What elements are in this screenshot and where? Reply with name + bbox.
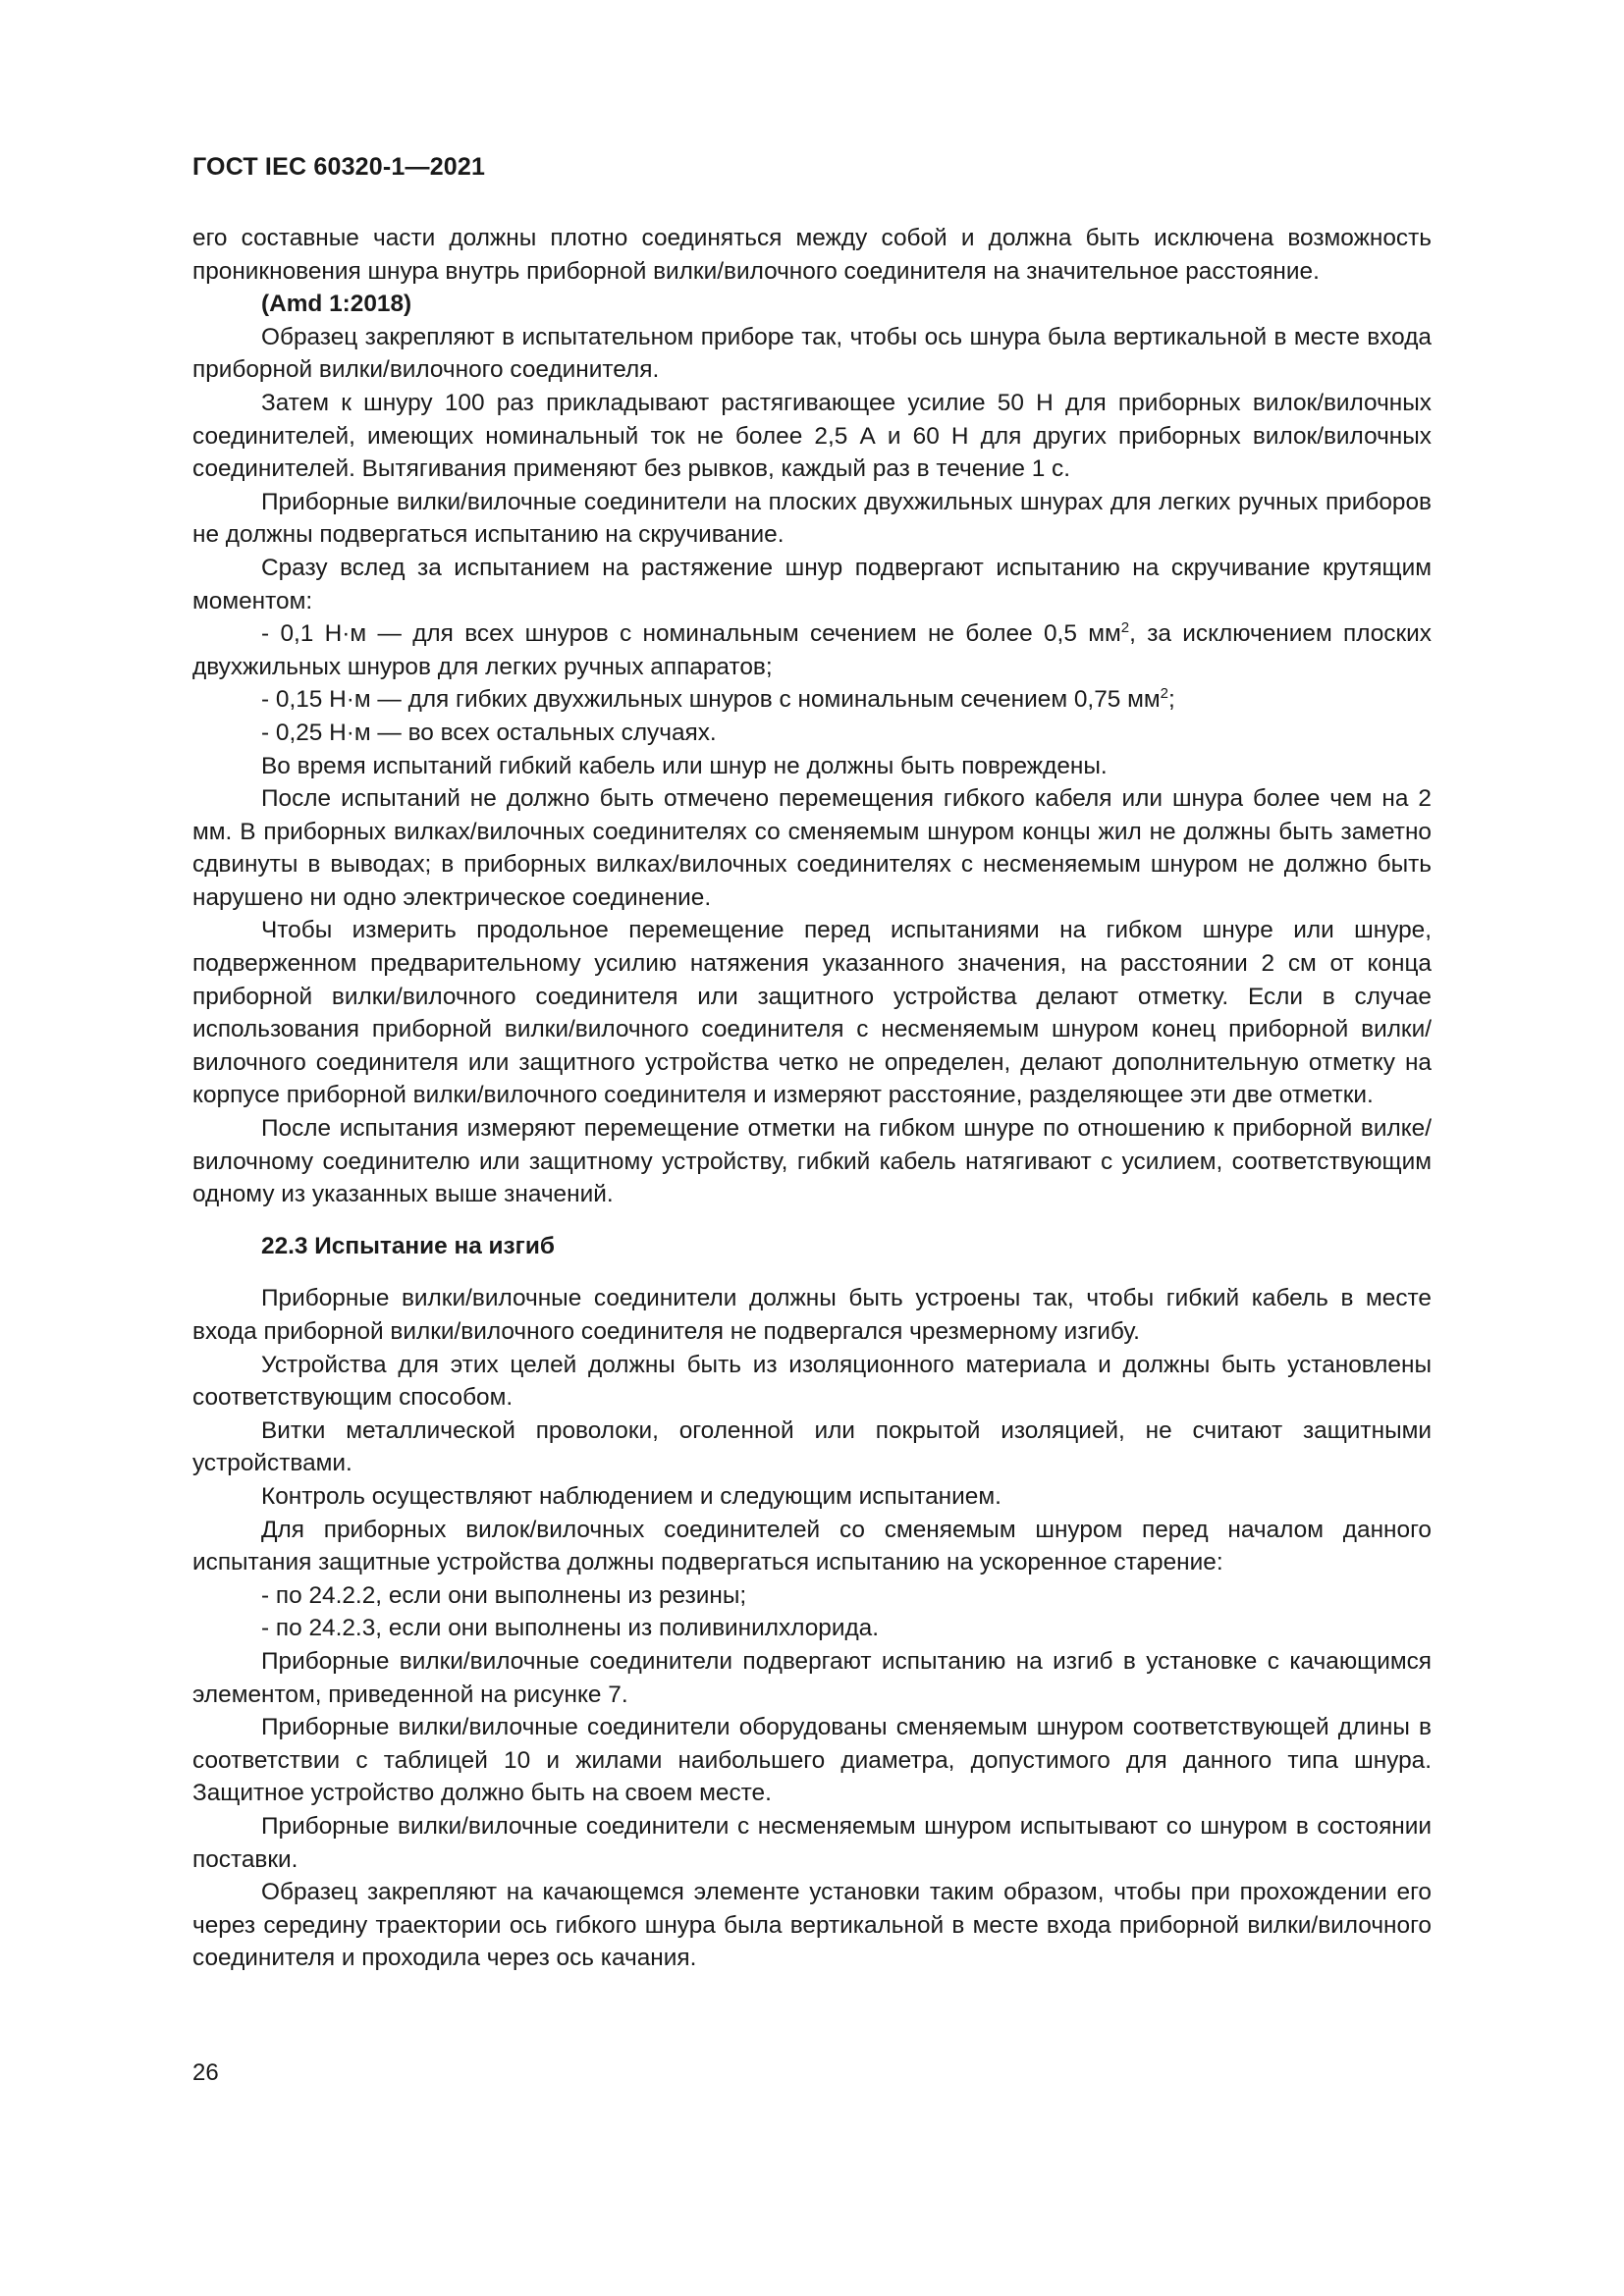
page-number: 26 — [192, 2059, 219, 2086]
paragraph: Приборные вилки/вилочные соединители на плоских двухжильных шнурах для легких ручных приборов не должны подвергаться испытанию на скручивание. — [192, 488, 1432, 549]
amendment-note: (Amd 1:2018) — [261, 291, 412, 318]
paragraph: Чтобы измерить продольное перемещение перед испытаниями на гибком шнуре или шнуре, подверженном предварительному усилию натяжения указанного значения, на расстоянии 2 см от конца приборной вилки/вилочного соединителя или защитного устройства делают отметку. Если в случае использования приборной вилки/вилочного соединителя с несменяемым шнуром конец приборной вилки/вилочного соединителя или защитного устройства четко не определен, делают дополнительную отметку на корпусе приборной вилки/вилочного соединителя и измеряют расстояние, разделяющее эти две отметки. — [192, 917, 1432, 1109]
paragraph: После испытаний не должно быть отмечено перемещения гибкого кабеля или шнура более чем на 2 мм. В приборных вилках/вилочных соединителях со сменяемым шнуром концы жил не должны быть заметно сдвинуты в выводах; в приборных вилках/вилочных соединителях с несменяемым шнуром не должно быть нарушено ни одно электрическое соединение. — [192, 785, 1432, 911]
paragraph: Сразу вслед за испытанием на растяжение шнур подвергают испытанию на скручивание крутящим моментом: — [192, 554, 1432, 614]
paragraph: После испытания измеряют перемещение отметки на гибком шнуре по отношению к приборной вилке/вилочному соединителю или защитному устройству, гибкий кабель натягивают с усилием, соответствующим одному из указанных выше значений. — [192, 1115, 1432, 1208]
list-item-text: ; — [1168, 686, 1175, 714]
paragraph: Образец закрепляют на качающемся элементе установки таким образом, чтобы при прохождении его через середину траектории ось гибкого шнура была вертикальной в месте входа приборной вилки/вилочного соединителя и проходила через ось качания. — [192, 1879, 1432, 1972]
list-item: - по 24.2.2, если они выполнены из резины; — [261, 1581, 747, 1609]
paragraph: Приборные вилки/вилочные соединители должны быть устроены так, чтобы гибкий кабель в месте входа приборной вилки/вилочного соединителя не подвергался чрезмерному изгибу. — [192, 1285, 1432, 1345]
document-body — [192, 222, 1432, 1975]
section-heading: 22.3 Испытание на изгиб — [261, 1232, 555, 1259]
document-header: ГОСТ IEC 60320-1—2021 — [192, 153, 486, 181]
paragraph: Образец закрепляют в испытательном приборе так, чтобы ось шнура была вертикальной в месте входа приборной вилки/вилочного соединителя. — [192, 323, 1432, 384]
paragraph-continuation: его составные части должны плотно соединяться между собой и должна быть исключена возможность проникновения шнура внутрь приборной вилки/вилочного соединителя на значительное расстояние. — [192, 225, 1432, 285]
paragraph: Приборные вилки/вилочные соединители оборудованы сменяемым шнуром соответствующей длины в соответствии с таблицей 10 и жилами наибольшего диаметра, допустимого для данного типа шнура. Защитное устройство должно быть на своем месте. — [192, 1714, 1432, 1807]
paragraph: Приборные вилки/вилочные соединители с несменяемым шнуром испытывают со шнуром в состоянии поставки. — [192, 1812, 1432, 1873]
paragraph: Витки металлической проволоки, оголенной или покрытой изоляцией, не считают защитными устройствами. — [192, 1416, 1432, 1477]
superscript: 2 — [1120, 619, 1130, 637]
paragraph: Приборные вилки/вилочные соединители подвергают испытанию на изгиб в установке с качающимся элементом, приведенной на рисунке 7. — [192, 1647, 1432, 1708]
list-item-text: - 0,15 Н·м — для гибких двухжильных шнуров с номинальным сечением 0,75 мм — [261, 686, 1161, 714]
list-item: - по 24.2.3, если они выполнены из поливинилхлорида. — [261, 1615, 880, 1642]
list-item — [192, 617, 1432, 683]
paragraph: Затем к шнуру 100 раз прикладывают растягивающее усилие 50 Н для приборных вилок/вилочных соединителей, имеющих номинальный ток не более 2,5 А и 60 Н для других приборных вилок/вилочных соединителей. Вытягивания применяют без рывков, каждый раз в течение 1 с. — [192, 389, 1432, 483]
superscript: 2 — [1160, 685, 1168, 703]
list-item-text: - 0,1 Н·м — для всех шнуров с номинальным сечением не более 0,5 мм — [261, 620, 1121, 648]
list-item: - 0,25 Н·м — во всех остальных случаях. — [261, 719, 717, 746]
list-item — [192, 683, 1432, 717]
paragraph: Устройства для этих целей должны быть из изоляционного материала и должны быть установлены соответствующим способом. — [192, 1351, 1432, 1412]
paragraph: Контроль осуществляют наблюдением и следующим испытанием. — [261, 1482, 1001, 1510]
paragraph: Для приборных вилок/вилочных соединителей со сменяемым шнуром перед началом данного испытания защитные устройства должны подвергаться испытанию на ускоренное старение: — [192, 1516, 1432, 1576]
list-item-text: , за исключением плоских двухжильных шнуров для легких ручных аппаратов; — [192, 620, 1432, 680]
paragraph: Во время испытаний гибкий кабель или шнур не должны быть повреждены. — [261, 752, 1108, 779]
